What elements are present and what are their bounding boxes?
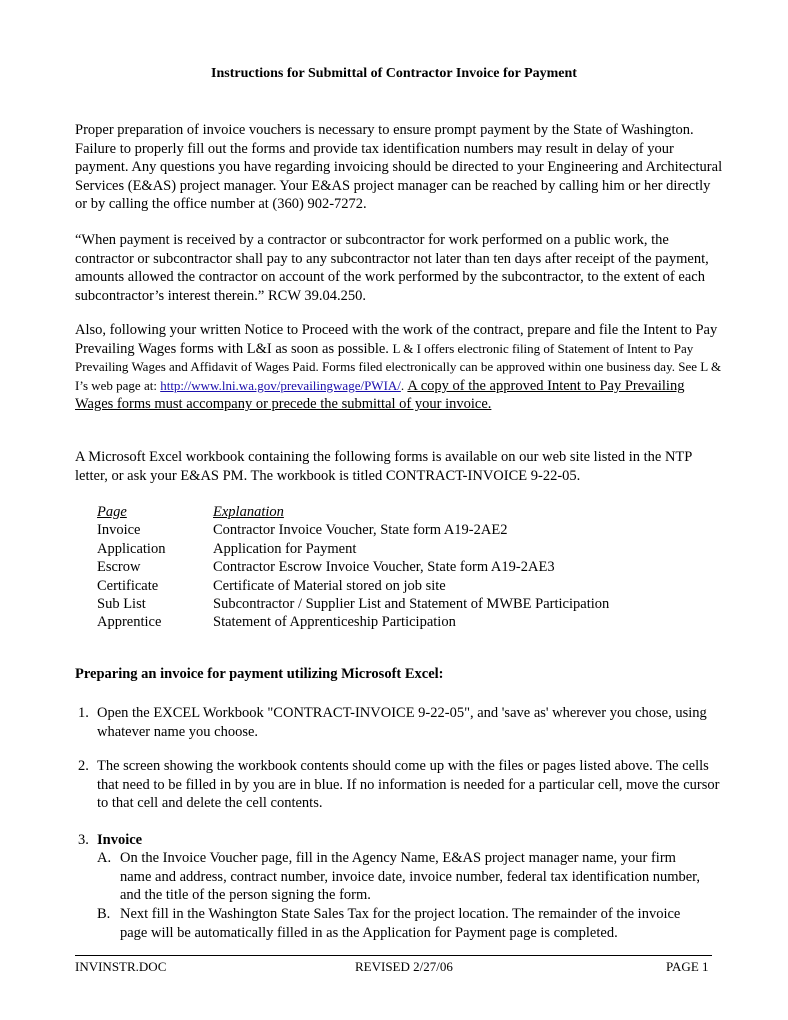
row-page: Invoice <box>97 522 141 539</box>
intro-paragraph: Proper preparation of invoice vouchers is necessary to ensure prompt payment by the State of Washington. Failure to properly fill out the forms and provide tax identification numbers may result in delay of your payment. Any questions you have regarding invoicing should be directed to your Engineering and Architectural Services (E&AS) project manager. Your E&AS project manager can be reached by calling him or her directly or by calling the office number at (360) 902-7272. <box>75 122 723 213</box>
workbook-paragraph: A Microsoft Excel workbook containing the following forms is available on our web site listed in the NTP letter, or ask your E&AS PM. The workbook is titled CONTRACT-INVOICE 9-22-05. <box>75 449 692 484</box>
row-page: Apprentice <box>97 614 162 631</box>
step-text: Invoice <box>97 832 143 848</box>
substep-letter: B. <box>97 906 111 922</box>
substep-letter: A. <box>97 850 112 866</box>
row-explanation: Application for Payment <box>213 540 357 557</box>
header-page: Page <box>97 504 127 520</box>
copy-requirement-note: A copy of the approved Intent to Pay Prevailing Wages forms must accompany or precede the submittal of your invoice. <box>75 377 685 413</box>
row-explanation: Contractor Invoice Voucher, State form A19-2AE2 <box>213 522 508 539</box>
table-row <box>97 521 609 539</box>
header-explanation: Explanation <box>213 504 284 520</box>
table-row <box>97 577 609 595</box>
row-page: Escrow <box>97 559 141 576</box>
row-page: Certificate <box>97 577 159 594</box>
row-explanation: Contractor Escrow Invoice Voucher, State form A19-2AE3 <box>213 559 555 576</box>
table-row <box>97 540 609 558</box>
table-row <box>97 613 609 631</box>
row-page: Sub List <box>97 596 146 613</box>
footer-filename: INVINSTR.DOC <box>75 959 167 974</box>
forms-table <box>97 503 609 632</box>
step-number: 2. <box>78 758 89 774</box>
substep-text: Next fill in the Washington State Sales Tax for the project location. The remainder of the invoice page will be automatically filled in as the Application for Payment page is completed. <box>120 906 681 941</box>
link-trailing-punct: . <box>400 377 408 393</box>
row-explanation: Certificate of Material stored on job site <box>213 577 446 594</box>
section-heading: Preparing an invoice for payment utilizing Microsoft Excel: <box>75 666 444 682</box>
footer-divider <box>75 955 712 956</box>
footer-revision: REVISED 2/27/06 <box>355 959 453 974</box>
rcw-quote-paragraph: “When payment is received by a contractor or subcontractor for work performed on a public work, the contractor or subcontractor shall pay to any subcontractor not later than ten days after receipt of the payment, amounts allowed the contractor on account of the work performed by the subcontractor, to the extent of each subcontractor’s interest therein.” RCW 39.04.250. <box>75 232 709 304</box>
prevailing-wages-lead: Also, following your written Notice to Proceed with the work of the contract, prepare and file the Intent to Pay Prevailing Wages forms with L&I as soon as possible. <box>75 322 718 357</box>
row-explanation: Subcontractor / Supplier List and Statement of MWBE Participation <box>213 596 610 613</box>
electronic-filing-note: L & I offers electronic filing of Statement of Intent to Pay Prevailing Wages and Affidavit of Wages Paid. Forms filed electronically can be approved within one business day. See L & I’s web page at: <box>75 340 722 393</box>
lni-web-link[interactable]: http://www.lni.wa.gov/prevailingwage/PWIA/ <box>160 377 401 393</box>
row-explanation: Statement of Apprenticeship Participation <box>213 614 456 631</box>
row-page: Application <box>97 540 166 557</box>
step-text: Open the EXCEL Workbook "CONTRACT-INVOICE 9-22-05", and 'save as' wherever you chose, using whatever name you choose. <box>97 705 707 740</box>
table-header <box>97 503 609 521</box>
table-row <box>97 558 609 576</box>
footer-page-number: PAGE 1 <box>666 959 709 974</box>
table-row <box>97 595 609 613</box>
substep-text: On the Invoice Voucher page, fill in the Agency Name, E&AS project manager name, your firm name and address, contract number, invoice date, invoice number, federal tax identification number, and the title of the person signing the form. <box>120 850 701 904</box>
step-number: 1. <box>78 705 89 721</box>
step-text: The screen showing the workbook contents should come up with the files or pages listed above. The cells that need to be filled in by you are in blue. If no information is needed for a particular cell, move the cursor to that cell and delete the cell contents. <box>97 758 720 812</box>
step-number: 3. <box>78 832 89 848</box>
document-title: Instructions for Submittal of Contractor Invoice for Payment <box>211 66 577 81</box>
prevailing-wages-paragraph <box>75 321 725 414</box>
